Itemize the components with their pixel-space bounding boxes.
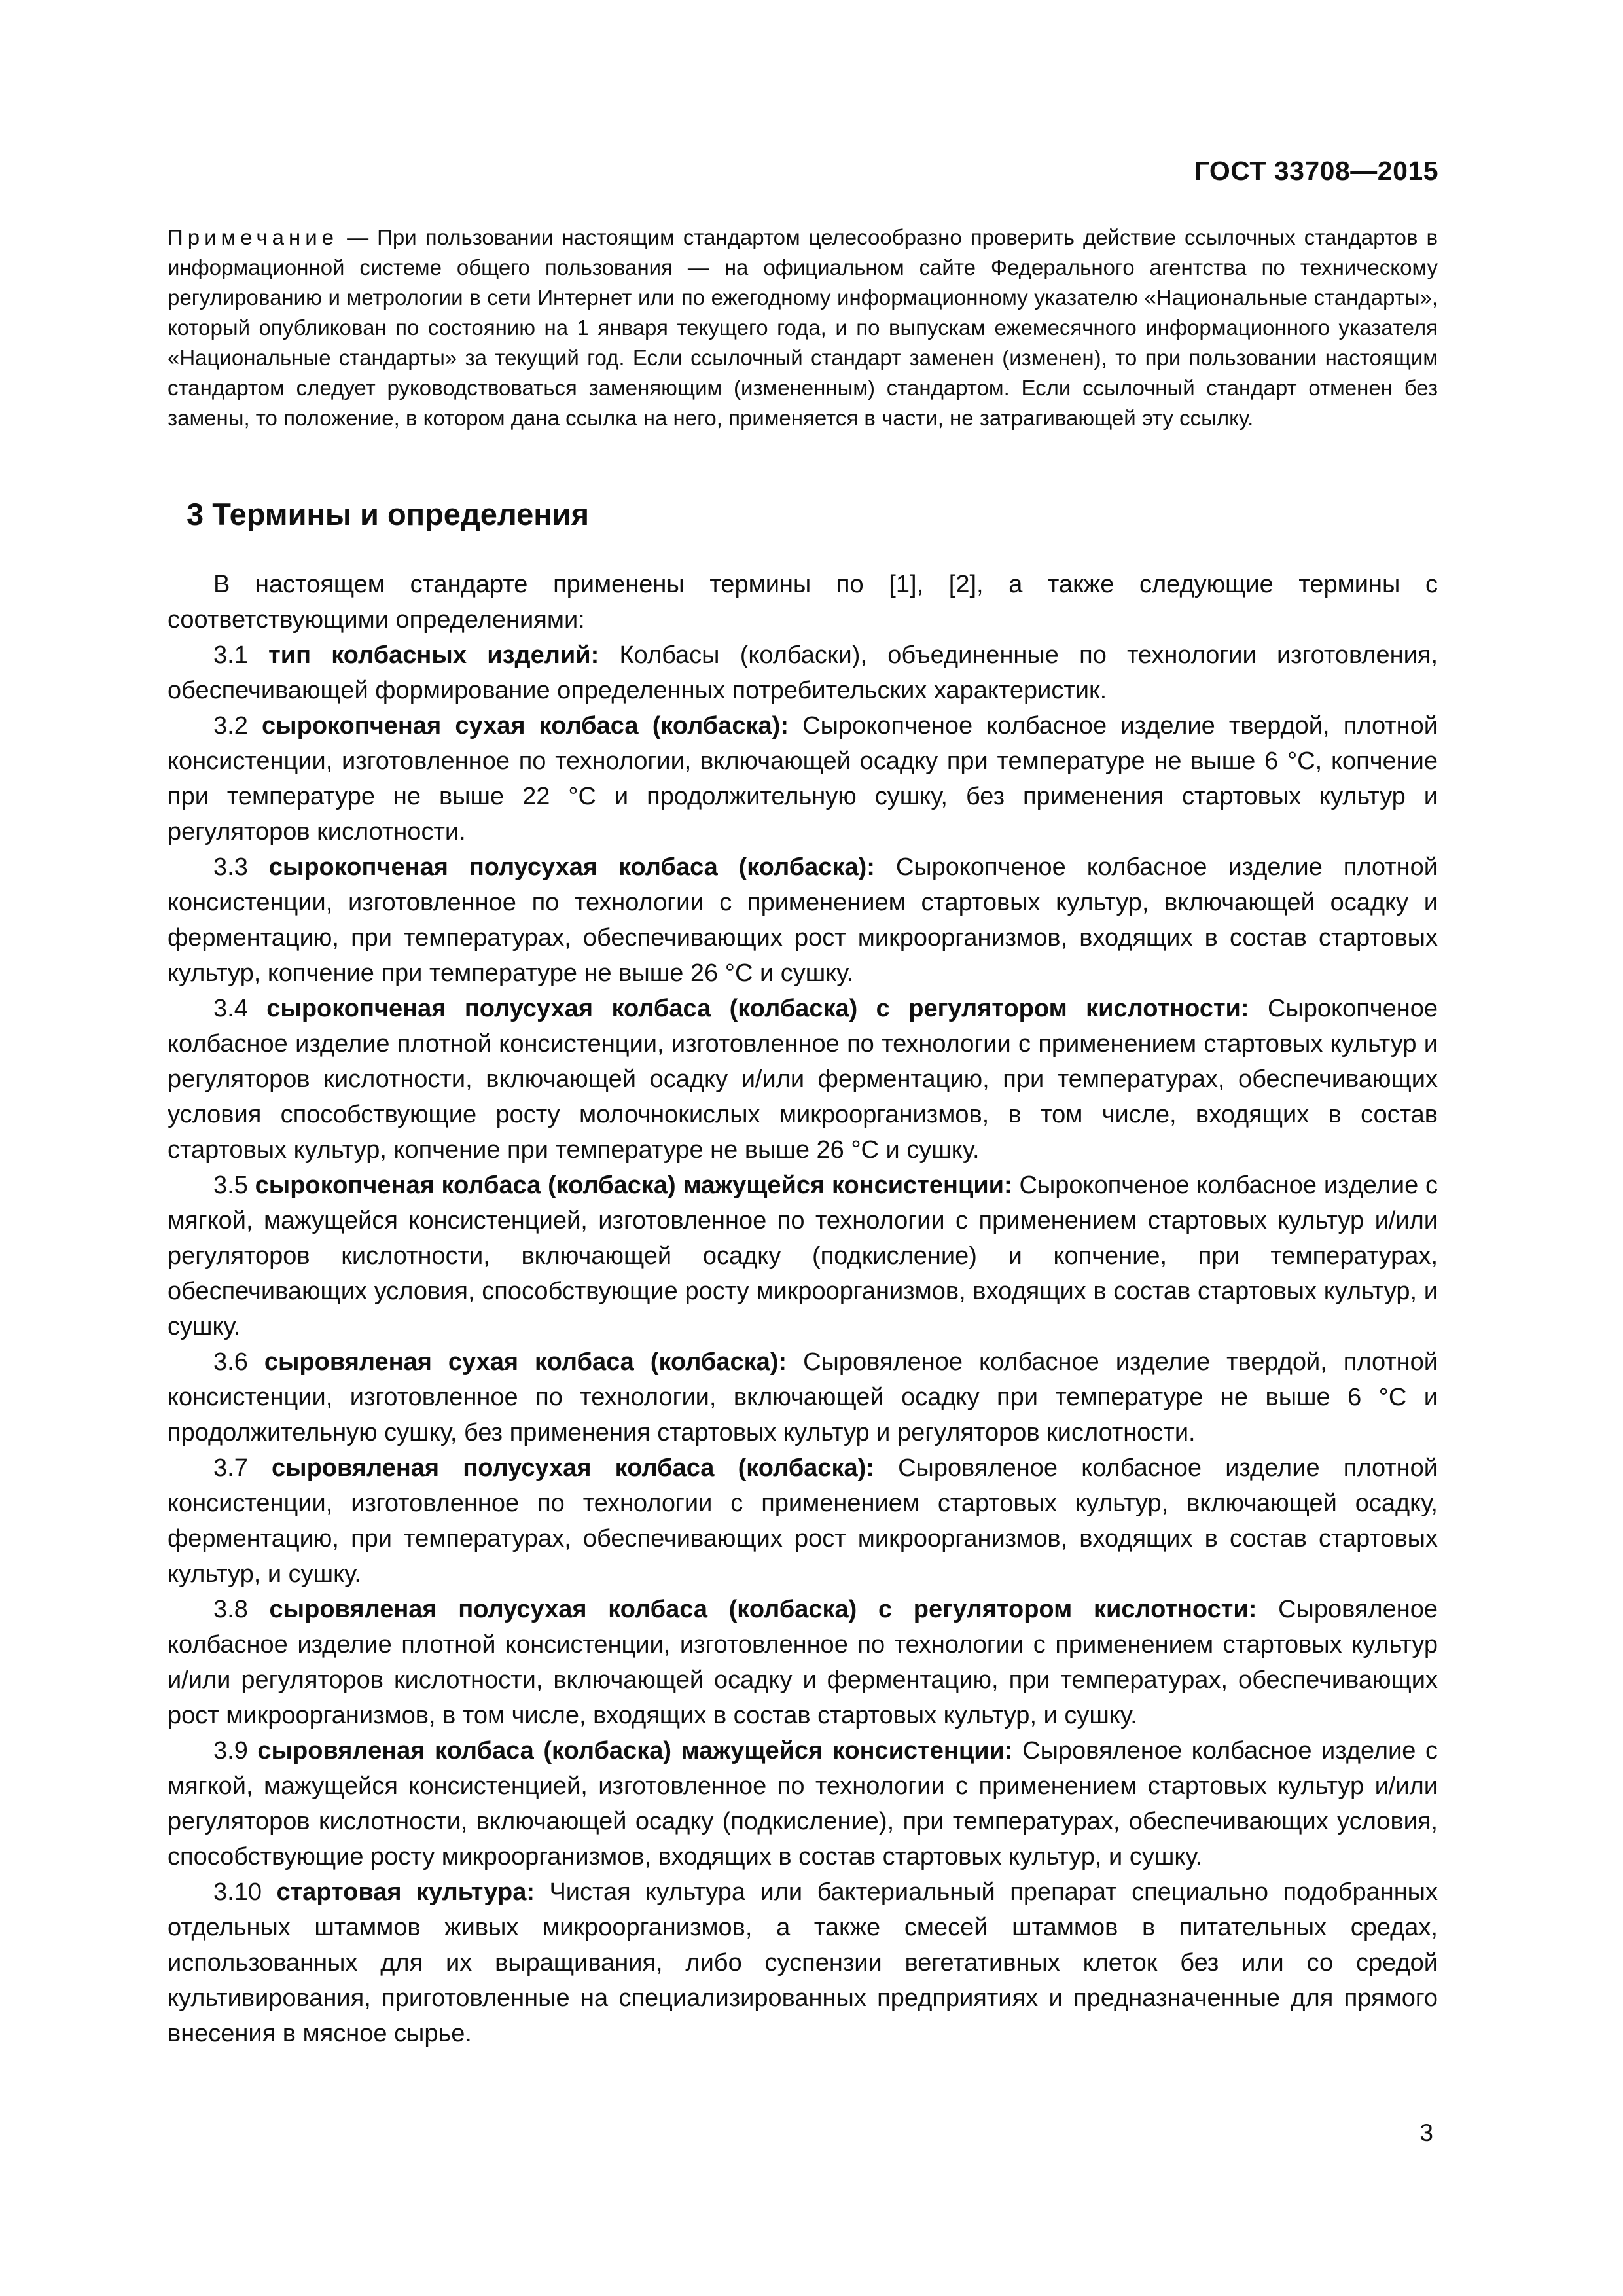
page-number: 3 bbox=[1419, 2119, 1433, 2146]
term-definition: Чистая культура или бактериальный препарат специально подобранных отдельных штаммов живых микроорганизмов, а также смесей штаммов в питательных средах, использованных для их выращивания, либо суспензии вегетативных клеток без или со средой культивирования, приготовленные на специализированных предприятиях и предназначенные для прямого внесения в мясное сырье. bbox=[168, 1878, 1438, 2047]
section-title: 3 Термины и определения bbox=[187, 497, 589, 531]
section-intro: В настоящем стандарте применены термины по [1], [2], а также следующие термины с соответствующими определениями: bbox=[168, 571, 1438, 634]
term-name: сыровяленая колбаса (колбаска) мажущейся консистенции: bbox=[257, 1737, 1013, 1765]
term-item bbox=[168, 1344, 1438, 1450]
term-name: сырокопченая колбаса (колбаска) мажущейся консистенции: bbox=[255, 1172, 1012, 1199]
term-number: 3.4 bbox=[213, 995, 248, 1022]
term-item bbox=[168, 1733, 1438, 1874]
term-number: 3.5 bbox=[213, 1172, 248, 1199]
term-name: сыровяленая сухая колбаса (колбаска): bbox=[264, 1348, 787, 1376]
document-code: ГОСТ 33708—2015 bbox=[1194, 156, 1438, 186]
term-number: 3.7 bbox=[213, 1454, 248, 1482]
term-definition: Сыровяленое колбасное изделие плотной консистенции, изготовленное по технологии с применением стартовых культур, включающей осадку, ферментацию, при температурах, обеспечивающих рост микроорганизмов, входящих в состав стартовых культур, и сушку. bbox=[168, 1454, 1438, 1588]
term-number: 3.8 bbox=[213, 1596, 248, 1623]
term-definition: Сыровяленое колбасное изделие твердой, плотной консистенции, изготовленное по технологии, включающей осадку при температуре не выше 6 °С и продолжительную сушку, без применения стартовых культур и регуляторов кислотности. bbox=[168, 1348, 1438, 1446]
term-name: сыровяленая полусухая колбаса (колбаска) с регулятором кислотности: bbox=[269, 1596, 1257, 1623]
term-item bbox=[168, 991, 1438, 1168]
term-name: сыровяленая полусухая колбаса (колбаска): bbox=[272, 1454, 874, 1482]
term-number: 3.3 bbox=[213, 853, 248, 881]
term-definition: Колбасы (колбаски), объединенные по технологии изготовления, обеспечивающей формирование определенных потребительских характеристик. bbox=[168, 641, 1438, 704]
term-item bbox=[168, 1874, 1438, 2051]
term-number: 3.6 bbox=[213, 1348, 248, 1376]
section-body bbox=[168, 567, 1438, 2051]
term-item bbox=[168, 1450, 1438, 1592]
term-name: сырокопченая полусухая колбаса (колбаска): bbox=[268, 853, 875, 881]
term-item bbox=[168, 1168, 1438, 1344]
term-name: стартовая культура: bbox=[276, 1878, 535, 1906]
term-definition: Сырокопченое колбасное изделие плотной консистенции, изготовленное по технологии с применением стартовых культур, включающей осадку и ферментацию, при температурах, обеспечивающих рост микроорганизмов, входящих в состав стартовых культур, копчение при температуре не выше 26 °С и сушку. bbox=[168, 853, 1438, 987]
term-number: 3.2 bbox=[213, 712, 248, 740]
term-item bbox=[168, 708, 1438, 850]
term-definition: Сырокопченое колбасное изделие с мягкой, мажущейся консистенцией, изготовленное по технологии с применением стартовых культур и/или регуляторов кислотности, включающей осадку (подкисление) и копчение, при температурах, обеспечивающих условия, способствующие росту микроорганизмов, входящих в состав стартовых культур, и сушку. bbox=[168, 1172, 1438, 1340]
term-definition: Сыровяленое колбасное изделие плотной консистенции, изготовленное по технологии с применением стартовых культур и/или регуляторов кислотности, включающей осадку и ферментацию, при температурах, обеспечивающих рост микроорганизмов, в том числе, входящих в состав стартовых культур, и сушку. bbox=[168, 1596, 1438, 1729]
term-number: 3.9 bbox=[213, 1737, 248, 1765]
term-number: 3.10 bbox=[213, 1878, 262, 1906]
note-label: Примечание bbox=[168, 225, 339, 249]
note-text: При пользовании настоящим стандартом целесообразно проверить действие ссылочных стандартов в информационной системе общего пользования — на официальном сайте Федерального агентства по техническому регулированию и метрологии в сети Интернет или по ежегодному информационному указателю «Национальные стандарты», который опубликован по состоянию на 1 января текущего года, и по выпускам ежемесячного информационного указателя «Национальные стандарты» за текущий год. Если ссылочный стандарт заменен (изменен), то при пользовании настоящим стандартом следует руководствоваться заменяющим (измененным) стандартом. Если ссылочный стандарт отменен без замены, то положение, в котором дана ссылка на него, применяется в части, не затрагивающей эту ссылку. bbox=[168, 225, 1438, 430]
reference-note bbox=[168, 223, 1438, 433]
term-name: тип колбасных изделий: bbox=[268, 641, 599, 669]
term-item bbox=[168, 637, 1438, 708]
term-name: сырокопченая сухая колбаса (колбаска): bbox=[262, 712, 789, 740]
term-item bbox=[168, 850, 1438, 991]
term-name: сырокопченая полусухая колбаса (колбаска) с регулятором кислотности: bbox=[266, 995, 1249, 1022]
term-definition: Сыровяленое колбасное изделие с мягкой, мажущейся консистенцией, изготовленное по технологии с применением стартовых культур и/или регуляторов кислотности, включающей осадку (подкисление), при температурах, обеспечивающих условия, способствующие росту микроорганизмов, входящих в состав стартовых культур, и сушку. bbox=[168, 1737, 1438, 1871]
term-item bbox=[168, 1592, 1438, 1733]
term-definition: Сырокопченое колбасное изделие твердой, плотной консистенции, изготовленное по технологии, включающей осадку при температуре не выше 6 °С, копчение при температуре не выше 22 °С и продолжительную сушку, без применения стартовых культур и регуляторов кислотности. bbox=[168, 712, 1438, 846]
note-dash: — bbox=[338, 225, 378, 249]
term-number: 3.1 bbox=[213, 641, 248, 669]
term-definition: Сырокопченое колбасное изделие плотной консистенции, изготовленное по технологии с применением стартовых культур и регуляторов кислотности, включающей осадку и/или ферментацию, при температурах, обеспечивающих условия способствующие росту молочнокислых микроорганизмов, в том числе, входящих в состав стартовых культур, копчение при температуре не выше 26 °С и сушку. bbox=[168, 995, 1438, 1164]
